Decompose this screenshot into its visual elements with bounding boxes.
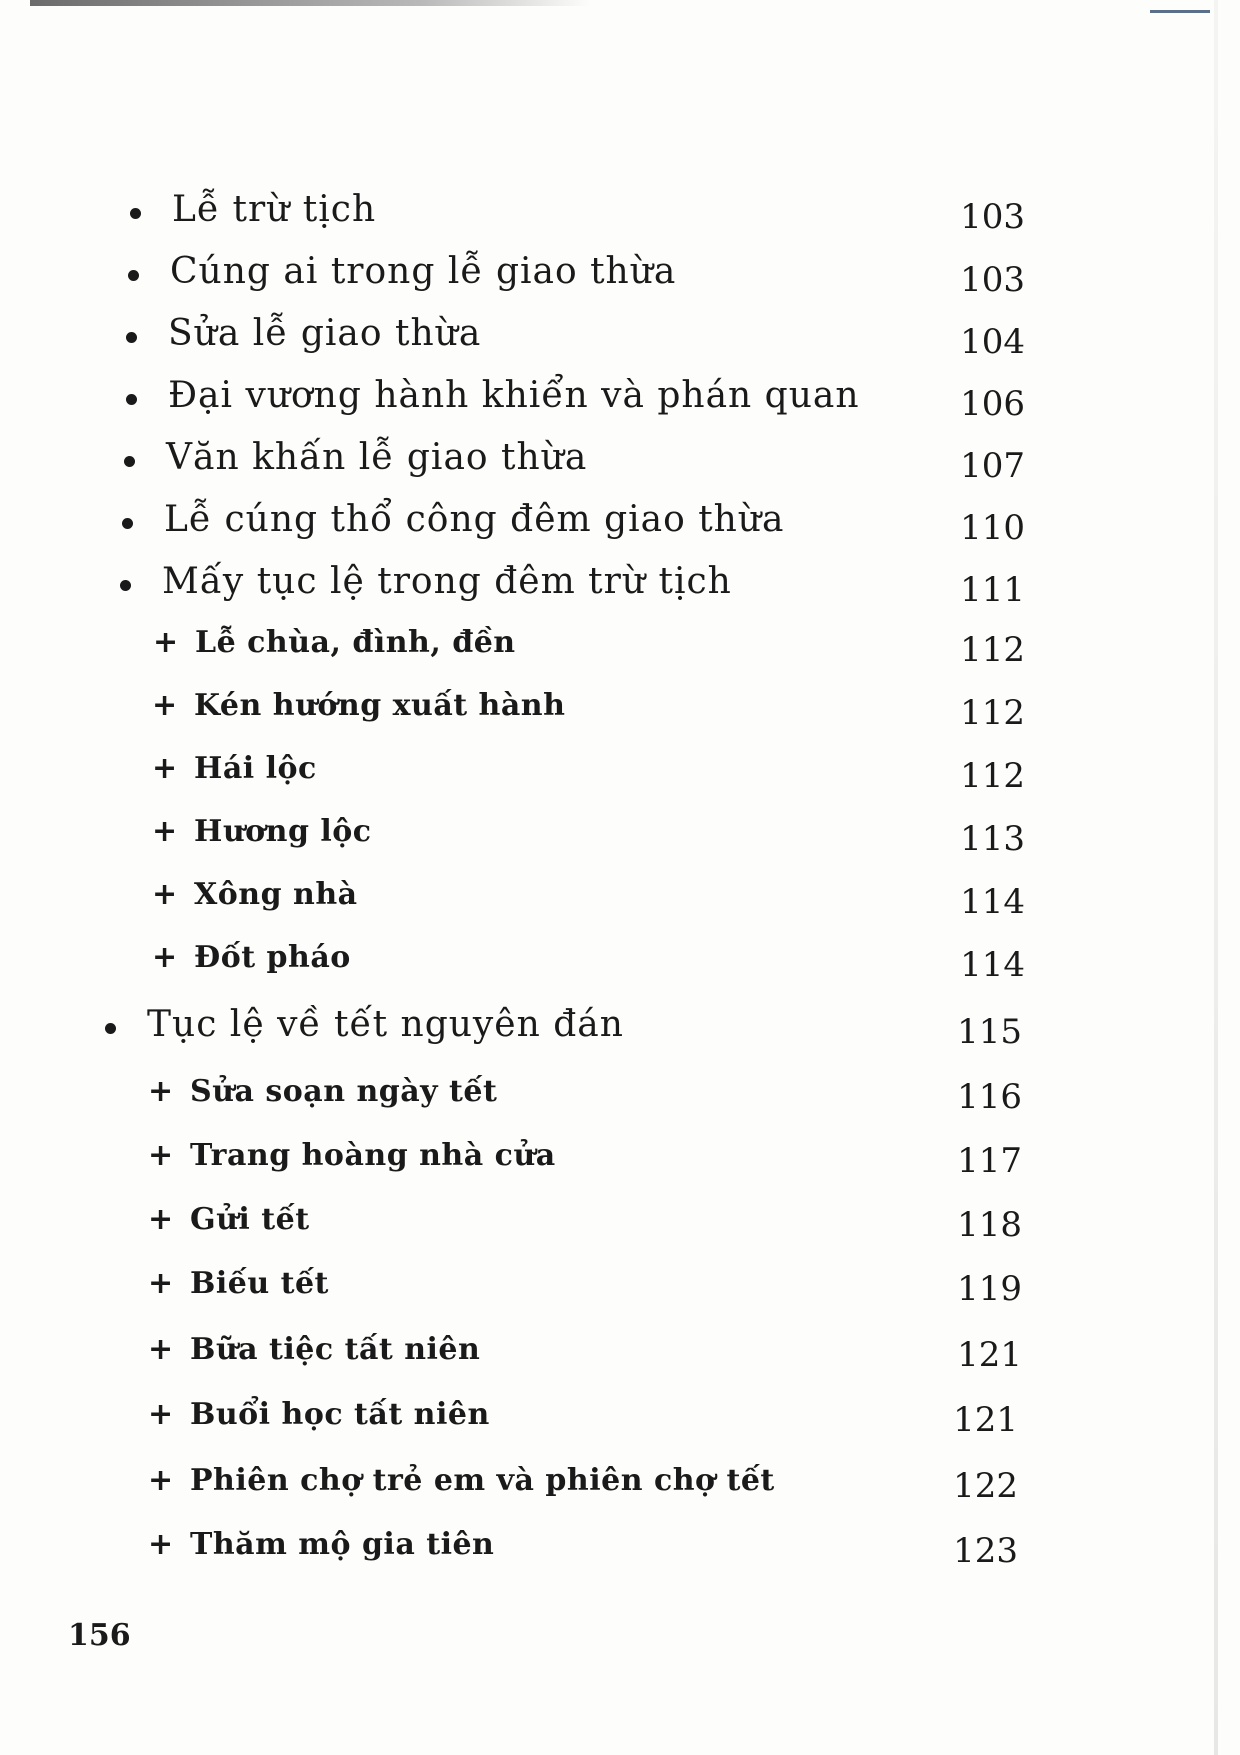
plus-marker: +	[148, 1202, 174, 1237]
toc-entry	[152, 807, 372, 857]
bullet-dot-icon	[105, 1023, 116, 1034]
toc-entry-page: 122	[953, 1466, 1018, 1506]
toc-entry-page: 111	[960, 570, 1025, 610]
toc-entry	[126, 309, 481, 359]
toc-entry	[126, 371, 860, 421]
bullet-marker	[128, 253, 170, 303]
toc-entry-page: 123	[953, 1531, 1018, 1571]
toc-entry-title: Sửa soạn ngày tết	[190, 1074, 498, 1109]
toc-entry-page: 103	[960, 197, 1025, 237]
toc-entry	[152, 870, 358, 920]
plus-marker: +	[152, 751, 178, 786]
plus-marker: +	[148, 1138, 174, 1173]
toc-entry	[148, 1520, 494, 1570]
toc-entry-title: Đốt pháo	[194, 940, 351, 975]
toc-entry-title: Gửi tết	[190, 1202, 310, 1237]
toc-entry-title: Hương lộc	[194, 814, 372, 849]
plus-marker: +	[152, 940, 178, 975]
toc-entry-page: 115	[957, 1012, 1022, 1052]
toc-entry-title: Bữa tiệc tất niên	[190, 1332, 481, 1367]
toc-entry-title: Buổi học tất niên	[190, 1397, 490, 1432]
toc-entry	[148, 1259, 329, 1309]
bullet-marker	[124, 439, 166, 489]
toc-entry-title: Hái lộc	[194, 751, 317, 786]
toc-entry-title: Tục lệ về tết nguyên đán	[147, 1004, 624, 1045]
toc-entry-page: 112	[960, 630, 1025, 670]
toc-entry-title: Văn khấn lễ giao thừa	[166, 437, 588, 478]
toc-entry-page: 103	[960, 260, 1025, 300]
toc-entry-page: 113	[960, 819, 1025, 859]
bullet-dot-icon	[126, 394, 137, 405]
toc-entry	[120, 557, 732, 607]
bullet-marker	[126, 315, 168, 365]
toc-entry-page: 104	[960, 322, 1025, 362]
bullet-marker	[105, 1006, 147, 1056]
plus-marker: +	[148, 1332, 174, 1367]
bullet-dot-icon	[126, 332, 137, 343]
toc-entry	[130, 185, 376, 235]
plus-marker: +	[148, 1397, 174, 1432]
plus-marker: +	[152, 688, 178, 723]
toc-entry-page: 121	[953, 1400, 1018, 1440]
toc-entry-page: 119	[957, 1269, 1022, 1309]
toc-entry	[124, 433, 587, 483]
toc-entry	[148, 1325, 480, 1375]
toc-entry-title: Cúng ai trong lễ giao thừa	[170, 251, 677, 292]
toc-entry-page: 116	[957, 1077, 1022, 1117]
toc-entry-title: Xông nhà	[194, 877, 358, 912]
toc-entry	[148, 1195, 310, 1245]
toc-entry	[153, 618, 516, 668]
toc-entry-page: 114	[960, 945, 1025, 985]
bullet-marker	[120, 563, 162, 613]
bullet-dot-icon	[124, 456, 135, 467]
toc-entry-title: Sửa lễ giao thừa	[168, 313, 482, 354]
plus-marker: +	[152, 814, 178, 849]
toc-entry	[148, 1131, 556, 1181]
toc-entry	[128, 247, 676, 297]
toc-entry	[152, 744, 317, 794]
toc-entry-title: Đại vương hành khiển và phán quan	[168, 375, 860, 416]
plus-marker: +	[152, 877, 178, 912]
toc-entry-page: 107	[960, 446, 1025, 486]
toc-entry-page: 112	[960, 756, 1025, 796]
toc-entry-page: 121	[957, 1335, 1022, 1375]
toc-entry-title: Thăm mộ gia tiên	[190, 1527, 495, 1562]
toc-entry-title: Trang hoàng nhà cửa	[190, 1138, 556, 1173]
bullet-dot-icon	[120, 580, 131, 591]
toc-entry	[105, 1000, 624, 1050]
page-number: 156	[68, 1618, 131, 1653]
toc-entry-title: Lễ chùa, đình, đền	[195, 625, 516, 660]
bullet-marker	[126, 377, 168, 427]
toc-entry-page: 114	[960, 882, 1025, 922]
toc-entry-page: 110	[960, 508, 1025, 548]
plus-marker: +	[148, 1266, 174, 1301]
toc-entry	[148, 1390, 490, 1440]
plus-marker: +	[148, 1527, 174, 1562]
plus-marker: +	[148, 1074, 174, 1109]
toc-entry-page: 112	[960, 693, 1025, 733]
plus-marker: +	[148, 1463, 174, 1498]
toc-entry-title: Lễ cúng thổ công đêm giao thừa	[164, 499, 785, 540]
toc-entry-page: 118	[957, 1205, 1022, 1245]
toc-entry-title: Phiên chợ trẻ em và phiên chợ tết	[190, 1463, 775, 1498]
toc-entry	[122, 495, 785, 545]
bullet-marker	[130, 191, 172, 241]
toc-entry-title: Kén hướng xuất hành	[194, 688, 566, 723]
bullet-dot-icon	[122, 518, 133, 529]
toc-entry	[152, 933, 351, 983]
bullet-dot-icon	[128, 270, 139, 281]
toc-entry	[148, 1456, 775, 1506]
toc-entry-title: Biếu tết	[190, 1266, 329, 1301]
bullet-marker	[122, 501, 164, 551]
toc-entry-title: Mấy tục lệ trong đêm trừ tịch	[162, 561, 732, 602]
toc-entry	[148, 1067, 497, 1117]
toc-entry	[152, 681, 565, 731]
bullet-dot-icon	[130, 208, 141, 219]
plus-marker: +	[153, 625, 179, 660]
toc-entry-page: 117	[957, 1141, 1022, 1181]
toc-entry-page: 106	[960, 384, 1025, 424]
toc-entry-title: Lễ trừ tịch	[172, 189, 377, 230]
